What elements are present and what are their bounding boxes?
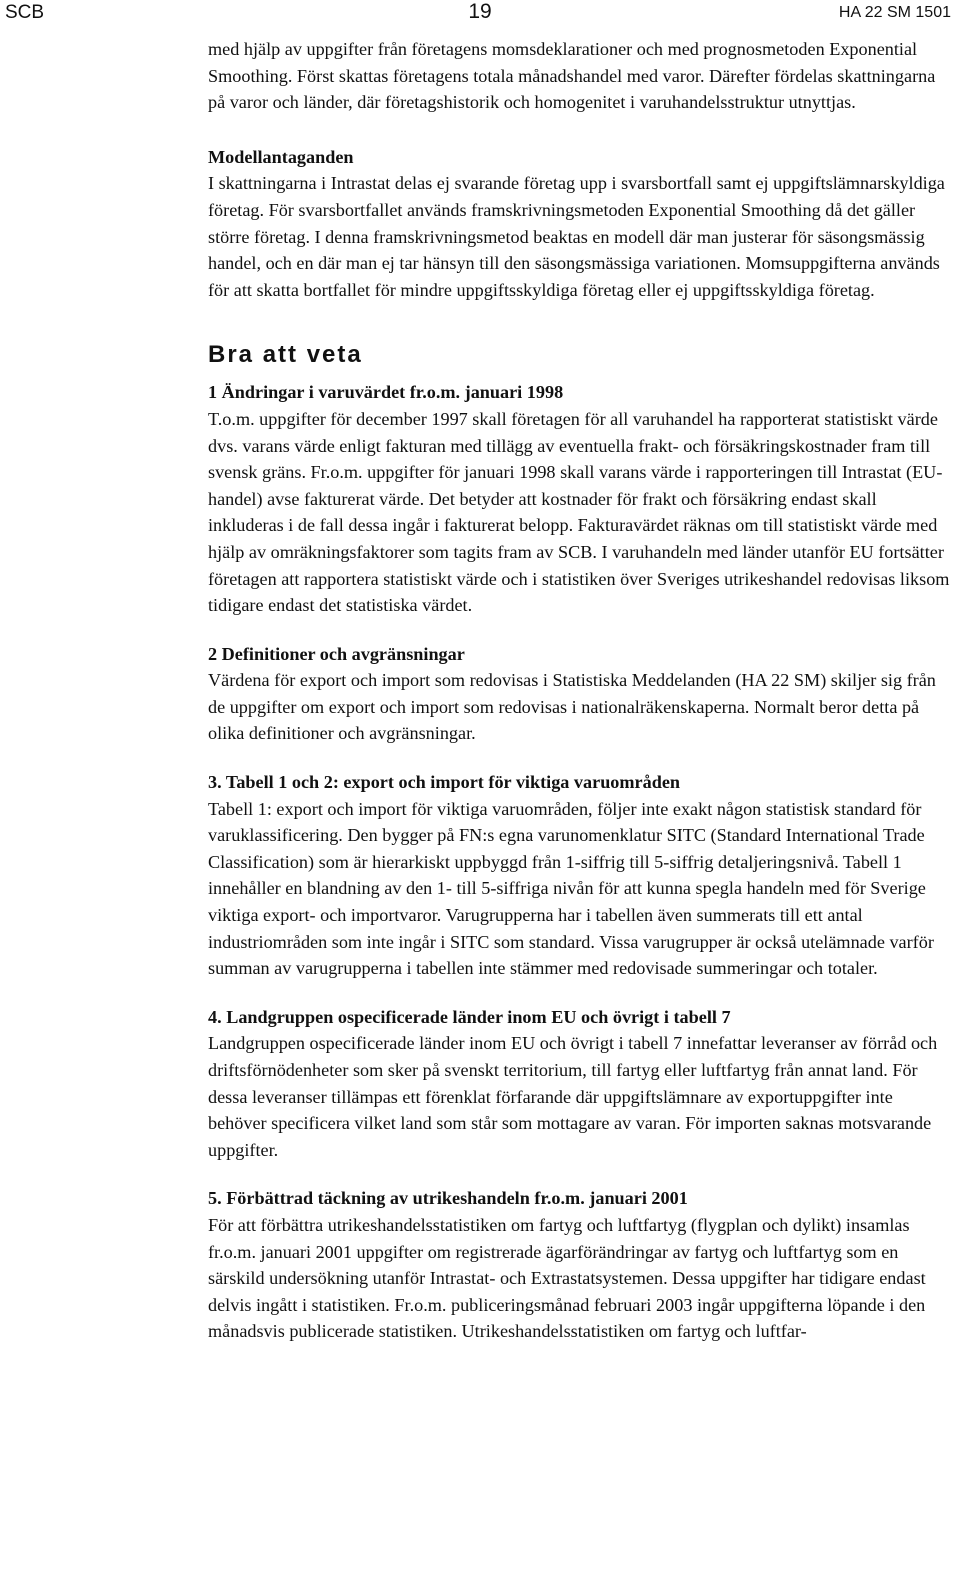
- publication-code: HA 22 SM 1501: [838, 4, 951, 21]
- section-2-paragraph: Värdena för export och import som redovisas i Statistiska Meddelanden (HA 22 SM) skiljer sig från de uppgifter om export och import som redovisas i nationalräkenskaperna. Normalt beror detta på olika definitioner och avgränsningar.: [208, 670, 936, 744]
- section-4-heading: 4. Landgruppen ospecificerade länder inom EU och övrigt i tabell 7: [208, 1006, 731, 1027]
- section-3-heading: 3. Tabell 1 och 2: export och import för viktiga varuområden: [208, 772, 681, 793]
- section-2-heading: 2 Definitioner och avgränsningar: [208, 643, 465, 664]
- document-body: [208, 36, 952, 1345]
- section-1-paragraph: T.o.m. uppgifter för december 1997 skall företagen för all varuhandel ha rapporterat statistiskt värde dvs. varans värde enligt fakturan med tillägg av eventuella frakt- och försäkringskostnader fram till svensk gräns. Fr.o.m. uppgifter för januari 1998 skall varans värde i rapporteringen till Intrastat (EU-handel) avse fakturerat värde. Det betyder att kostnader för frakt och försäkring endast skall inkluderas i de fall dessa ingår i fakturerat belopp. Fakturavärdet räknas om till statistiskt värde med hjälp av omräkningsfaktorer som tagits fram av SCB. I varuhandeln med länder utanför EU fortsätter företagen att rapportera statistiskt värde och i statistiken över Sveriges utrikeshandel redovisas liksom tidigare endast det statistiska värdet.: [208, 408, 950, 616]
- page-number: 19: [468, 0, 492, 23]
- publisher-label: SCB: [5, 2, 45, 23]
- section-5-paragraph: För att förbättra utrikeshandelsstatistiken om fartyg och luftfartyg (flygplan och dylikt) insamlas fr.o.m. januari 2001 uppgifter om registrerade ägarförändringar av fartyg och luftfartyg som en särskild undersökning utanför Intrastat- och Extrastatsystemen. Dessa uppgifter har tidigare endast delvis ingått i statistiken. Fr.o.m. publiceringsmånad februari 2003 ingår uppgifterna löpande i den månadsvis publicerade statistiken. Utrikeshandelsstatistiken om fartyg och luftfar-: [208, 1214, 926, 1342]
- model-heading: Modellantaganden: [208, 146, 354, 167]
- section-3-paragraph: Tabell 1: export och import för viktiga varuområden, följer inte exakt någon statistisk standard för varuklassificering. Den bygger på FN:s egna varunomenklatur SITC (Standard International Trade Classification) som är hierarkiskt uppbyggd från 1-siffrig till 5-siffrig detaljeringsnivå. Tabell 1 innehåller en blandning av den 1- till 5-siffriga nivån för att kunna spegla handeln med för Sverige viktiga export- och importvaror. Varugrupperna har i tabellen även summerats till ett antal industriområden som inte ingår i SITC som standard. Vissa varugrupper är också utelämnade varför summan av varugrupperna i tabellen inte stämmer med redovisade summeringar och totaler.: [208, 798, 934, 979]
- section-1-heading: 1 Ändringar i varuvärdet fr.o.m. januari 1998: [208, 382, 564, 403]
- model-paragraph: I skattningarna i Intrastat delas ej svarande företag upp i svarsbortfall samt ej uppgiftslämnarskyldiga företag. För svarsbortfallet används framskrivningsmetoden Exponential Smoothing då det gäller större företag. I denna framskrivningsmetod beaktas en modell där man justerar för säsongsmässig handel, och en där man ej tar hänsyn till den säsongsmässiga variationen. Momsuppgifterna används för att skatta bortfallet för mindre uppgiftsskyldiga företag eller ej uppgiftsskyldiga företag.: [208, 173, 945, 300]
- section-4-paragraph: Landgruppen ospecificerade länder inom EU och övrigt i tabell 7 innefattar leveranser av förråd och driftsförnödenheter som sker på svenskt territorium, till fartyg eller luftfartyg från annat land. För dessa leveranser tillämpas ett förenklat förfarande där uppgiftslämnare av exportuppgifter inte behöver specificera vilket land som står som mottagare av varan. För importen saknas motsvarande uppgifter.: [208, 1033, 938, 1160]
- intro-paragraph: med hjälp av uppgifter från företagens momsdeklarationer och med prognosmetoden Exponential Smoothing. Först skattas företagens totala månadshandel med varor. Därefter fördelas skattningarna på varor och länder, där företagshistorik och homogenitet i varuhandelsstruktur utnyttjas.: [208, 39, 936, 113]
- bra-att-veta-heading: Bra att veta: [208, 341, 363, 369]
- section-5-heading: 5. Förbättrad täckning av utrikeshandeln fr.o.m. januari 2001: [208, 1188, 688, 1209]
- page-header: [0, 0, 960, 30]
